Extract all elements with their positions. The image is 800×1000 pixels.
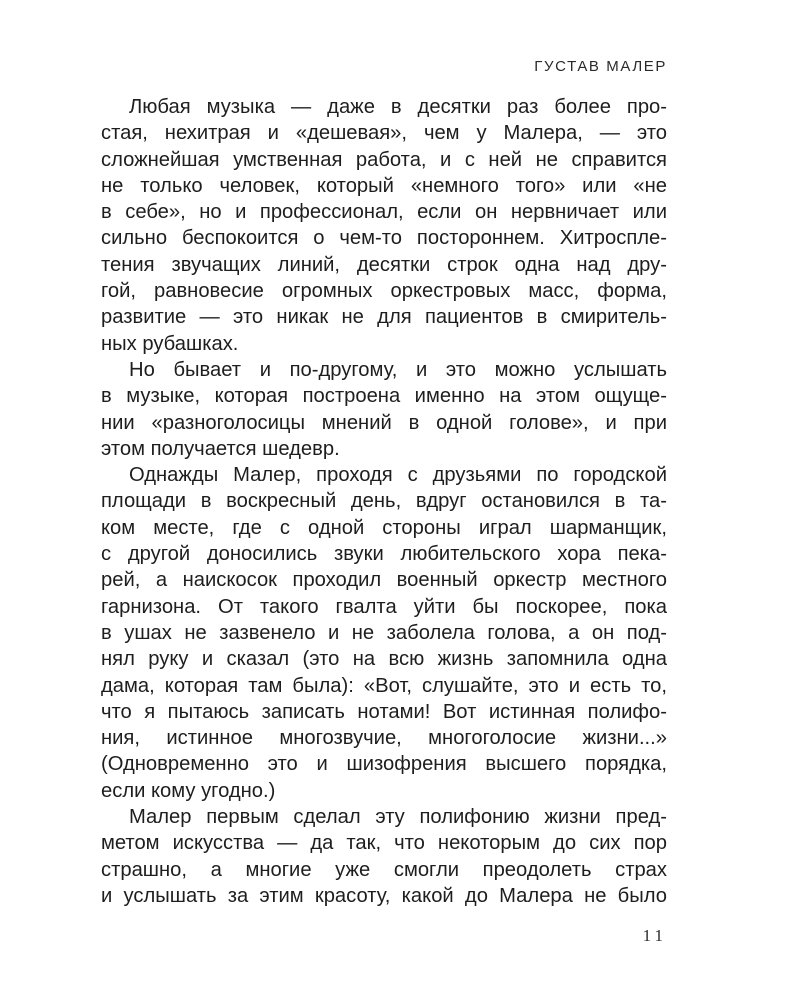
text-line: в себе», но и профессионал, если он нервничает или (101, 201, 667, 224)
text-line: (Одновременно это и шизофрения высшего порядка, (101, 753, 667, 776)
paragraph (101, 462, 667, 804)
text-line: площади в воскресный день, вдруг остановился в та- (101, 490, 667, 513)
text-line: Малер первым сделал эту полифонию жизни пред- (129, 806, 667, 829)
text-line: сложнейшая умственная работа, и с ней не справится (101, 148, 667, 171)
text-line: страшно, а многие уже смогли преодолеть страх (101, 858, 667, 881)
text-line: Но бывает и по-другому, и это можно услышать (129, 358, 667, 381)
running-head: ГУСТАВ МАЛЕР (534, 58, 667, 75)
text-line: этом получается шедевр. (101, 437, 340, 460)
text-line: с другой доносились звуки любительского хора пека- (101, 543, 667, 566)
text-line: Однажды Малер, проходя с друзьями по городской (129, 464, 667, 487)
text-line: ния, истинное многозвучие, многоголосие жизни...» (101, 727, 667, 750)
text-line: тения звучащих линий, десятки строк одна над дру- (101, 253, 667, 276)
text-line: Любая музыка — даже в десятки раз более про- (129, 96, 667, 118)
paragraph (101, 94, 667, 357)
text-line: нял руку и сказал (это на всю жизнь запомнила одна (101, 648, 667, 671)
text-line: не только человек, который «немного того» или «не (101, 174, 667, 197)
paragraph (101, 357, 667, 462)
text-line: развитие — это никак не для пациентов в смиритель- (101, 306, 667, 329)
text-line: дама, которая там была): «Вот, слушайте, это и есть то, (101, 674, 667, 697)
text-line: метом искусства — да так, что некоторым до сих пор (101, 832, 667, 855)
text-line: гарнизона. От такого гвалта уйти бы поскорее, пока (101, 595, 667, 618)
text-line: сильно беспокоится о чем-то постороннем. Хитроспле- (101, 227, 667, 250)
paragraph (101, 804, 667, 909)
page-number: 11 (642, 926, 667, 945)
text-line: ных рубашках. (101, 332, 239, 355)
text-line: и услышать за этим красоту, какой до Малера не было (101, 884, 667, 907)
body-text (101, 94, 667, 909)
text-line: что я пытаюсь записать нотами! Вот истинная полифо- (101, 700, 667, 723)
text-line: в ушах не зазвенело и не заболела голова, а он под- (101, 621, 667, 644)
text-line: рей, а наискосок проходил военный оркестр местного (101, 569, 667, 592)
text-line: нии «разноголосицы мнений в одной голове», и при (101, 411, 667, 434)
text-line: в музыке, которая построена именно на этом ощуще- (101, 385, 667, 408)
text-line: стая, нехитрая и «дешевая», чем у Малера, — это (101, 122, 667, 145)
text-line: если кому угодно.) (101, 779, 276, 802)
text-line: гой, равновесие огромных оркестровых масс, форма, (101, 280, 667, 303)
text-line: ком месте, где с одной стороны играл шарманщик, (101, 516, 667, 539)
